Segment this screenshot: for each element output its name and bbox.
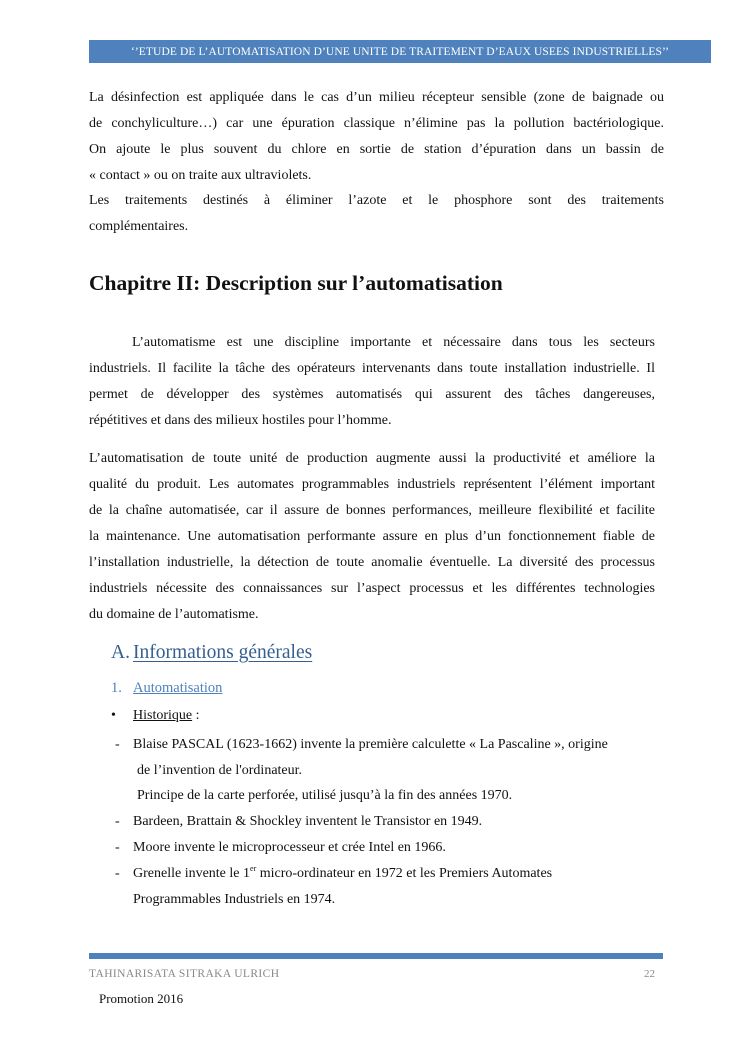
history-continuation: de l’invention de l'ordinateur.: [137, 763, 303, 778]
section-heading-a: [111, 642, 312, 664]
paragraph-line: L’automatisme est une discipline importante et nécessaire dans tous les secteurs: [132, 335, 655, 350]
intro-line: Les traitements destinés à éliminer l’azote et le phosphore sont des traitements: [89, 193, 664, 208]
bullet-suffix: :: [192, 708, 200, 723]
dash-marker: -: [115, 866, 120, 881]
history-text: Blaise PASCAL (1623-1662) invente la première calculette « La Pascaline », origine: [133, 737, 608, 752]
history-text: Bardeen, Brattain & Shockley inventent le Transistor en 1949.: [133, 814, 483, 829]
paragraph-line: industriels nécessite des connaissances sur l’aspect processus et les différentes technologies: [89, 581, 655, 596]
history-continuation: Principe de la carte perforée, utilisé jusqu’à la fin des années 1970.: [137, 788, 513, 803]
footer-rule: [89, 953, 663, 959]
intro-paragraph-2: [89, 188, 664, 240]
dash-marker: -: [115, 814, 120, 829]
paragraph-line: l’installation industrielle, la détection de toute anomalie éventuelle. La diversité des processus: [89, 555, 655, 570]
paragraph-automatisme: [89, 330, 655, 434]
intro-line: La désinfection est appliquée dans le cas d’un milieu récepteur sensible (zone de baignade ou: [89, 90, 664, 105]
subsection-title: Automatisation: [133, 680, 223, 696]
history-continuation: Programmables Industriels en 1974.: [133, 892, 336, 907]
paragraph-line: qualité du produit. Les automates programmables industriels représentent l’élément important: [89, 477, 655, 492]
section-title: Informations générales: [133, 642, 313, 663]
intro-line: de conchyliculture…) car une épuration classique n’élimine pas la pollution bactériologique.: [89, 116, 664, 131]
paragraph-line: L’automatisation de toute unité de production augmente aussi la productivité et améliore la: [89, 451, 655, 466]
intro-line: On ajoute le plus souvent du chlore en sortie de station d’épuration dans un bassin de: [89, 142, 664, 157]
history-text: Moore invente le microprocesseur et crée Intel en 1966.: [133, 840, 446, 855]
paragraph-line: répétitives et dans des milieux hostiles pour l’homme.: [89, 413, 392, 428]
section-number: A.: [111, 642, 130, 663]
intro-paragraph: [89, 85, 664, 189]
history-text-pre: Grenelle invente le 1: [133, 866, 251, 881]
bullet-dot: •: [111, 708, 116, 723]
superscript-er: er: [250, 864, 257, 873]
page-number: 22: [644, 968, 655, 980]
bullet-historique: [111, 708, 200, 724]
running-header: [89, 40, 711, 63]
chapter-title: Chapitre II: Description sur l’automatisation: [89, 271, 503, 295]
intro-line: complémentaires.: [89, 219, 189, 234]
history-text: [133, 861, 552, 887]
paragraph-line: la maintenance. Une automatisation performante assure en plus d’un fonctionnement fiable de: [89, 529, 655, 544]
footer-promotion: Promotion 2016: [99, 991, 184, 1006]
running-header-title: ‘’ETUDE DE L’AUTOMATISATION D’UNE UNITE DE TRAITEMENT D’EAUX USEES INDUSTRIELLES’’: [130, 45, 670, 58]
paragraph-line: de la chaîne automatisée, car il assure de bonnes performances, meilleure flexibilité et facilite: [89, 503, 655, 518]
subsection-number: 1.: [111, 680, 122, 696]
dash-marker: -: [115, 737, 120, 752]
paragraph-automatisation: [89, 446, 655, 628]
subsection-heading-1: [111, 680, 222, 697]
intro-line: « contact » ou on traite aux ultraviolets.: [89, 168, 312, 183]
paragraph-line: permet de développer des systèmes automatisés qui assurent des tâches dangereuses,: [89, 387, 655, 402]
dash-marker: -: [115, 840, 120, 855]
history-text-post: micro-ordinateur en 1972 et les Premiers Automates: [256, 866, 553, 881]
footer-author: TAHINARISATA SITRAKA ULRICH: [89, 968, 280, 980]
paragraph-line: du domaine de l’automatisme.: [89, 607, 259, 622]
bullet-label: Historique: [133, 708, 193, 723]
paragraph-line: industriels. Il facilite la tâche des opérateurs intervenants dans toute installation industrielle. Il: [89, 361, 655, 376]
